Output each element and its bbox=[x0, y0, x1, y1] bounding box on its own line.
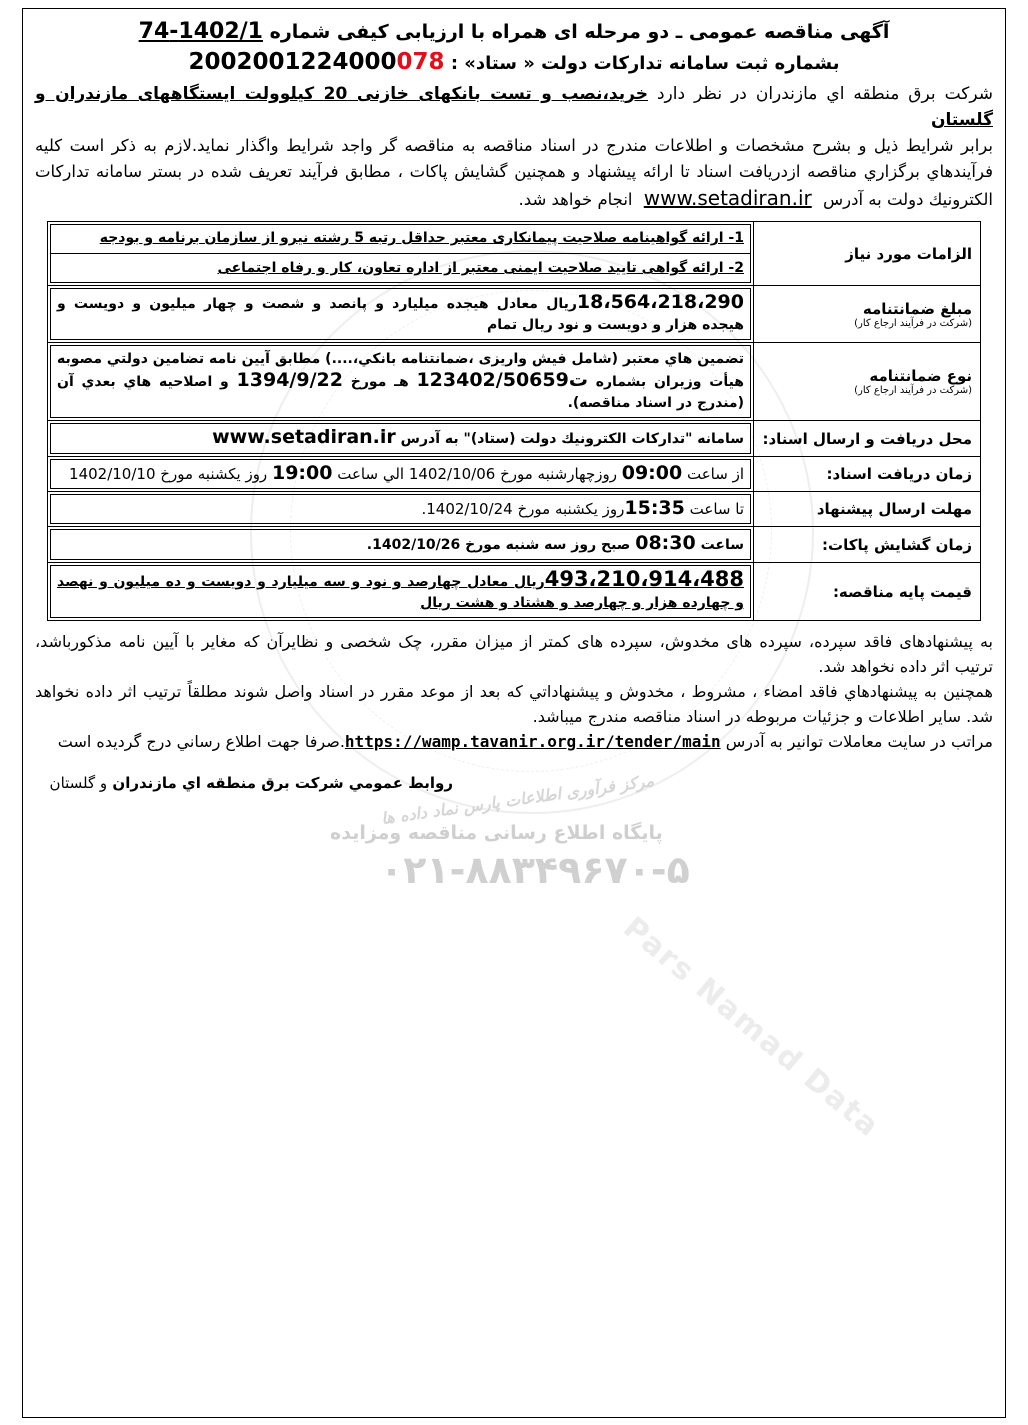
opening-box bbox=[50, 529, 751, 560]
documents-time-from: 09:00 bbox=[621, 462, 683, 484]
intro-text-before: شرکت برق منطقه اي مازندران در نظر دارد bbox=[656, 84, 994, 104]
watermark-side-text: Pars Namad Data bbox=[616, 910, 887, 1145]
decree-number: 123402/ت50659 bbox=[416, 369, 588, 391]
watermark-phone: ۰۲۱-۸۸۳۴۹۶۷۰-۵ bbox=[380, 848, 690, 892]
setadiran-link[interactable]: www.setadiran.ir bbox=[643, 186, 812, 210]
signature-bold: روابط عمومي شرکت برق منطقه اي مازندران bbox=[112, 774, 453, 792]
opening-text-a: ساعت bbox=[700, 537, 744, 553]
decree-date: 1394/9/22 bbox=[236, 369, 343, 391]
note-3-text-b: .صرفا جهت اطلاع رساني درج گردیده است bbox=[57, 732, 345, 751]
requirements-label: الزامات مورد نیاز bbox=[845, 244, 972, 263]
documents-place-text: سامانه "تدارکات الکترونیك دولت (ستاد)" به آدرس bbox=[400, 431, 744, 447]
guarantee-type-text-c: و اصلاحیه هاي بعدي آن (مندرج در اسناد مناقصه). bbox=[57, 374, 744, 411]
deadline-text-b: روز یکشنبه مورخ 1402/10/24. bbox=[421, 500, 625, 518]
row-guarantee-type bbox=[48, 343, 981, 421]
documents-time-text-b: روزچهارشنبه مورخ 1402/10/06 الي ساعت bbox=[337, 465, 617, 483]
intro-text-end: انجام خواهد شد. bbox=[518, 190, 633, 209]
requirement-item-2: 2- ارائه گواهی تایید صلاحیت ایمنی معتبر از اداره تعاون، کار و رفاه اجتماعی bbox=[217, 260, 744, 276]
row-requirements bbox=[48, 222, 981, 286]
documents-time-text-a: از ساعت bbox=[687, 465, 744, 483]
base-price-text: ریال معادل چهارصد و نود و سه میلیارد و دویست و ده میلیون و نهصد و چهارده هزار و چهارصد و هشتاد و هشت ریال bbox=[57, 574, 744, 611]
guarantee-type-label: نوع ضمانتنامه bbox=[869, 367, 972, 385]
row-documents-time bbox=[48, 457, 981, 492]
documents-time-text-c: روز یکشنبه مورخ 1402/10/10 bbox=[69, 465, 268, 483]
row-documents-place bbox=[48, 421, 981, 457]
opening-label: زمان گشایش پاکات: bbox=[822, 535, 972, 554]
tavanir-link[interactable]: https://wamp.tavanir.org.ir/tender/main bbox=[344, 732, 721, 751]
intro-text-after: برابر شرایط ذیل و بشرح مشخصات و اطلاعات مندرج در اسناد مناقصه به مناقصه گر واجد شرایط واگذار نماید.لازم به ذکر است کلیه فرآیندهاي برگزاري مناقصه ازدریافت اسناد تا ارائه پیشنهاد و همچنین گشایش پاکات ، مطابق فرآیند تعریف شده در بستر سامانه تدارکات الکترونیك دولت به آدرس bbox=[35, 136, 993, 209]
signature bbox=[35, 774, 993, 792]
documents-place-site[interactable]: www.setadiran.ir bbox=[212, 426, 396, 448]
intro-paragraph-2 bbox=[35, 133, 993, 213]
deadline-label: مهلت ارسال پیشنهاد bbox=[816, 500, 972, 518]
documents-time-value-cell bbox=[48, 457, 754, 492]
notice-frame bbox=[22, 8, 1006, 1418]
watermark-line-1: مرکز فرآوری اطلاعات پارس نماد داده ها bbox=[380, 770, 656, 829]
opening-label-cell bbox=[754, 527, 981, 563]
guarantee-amount-box bbox=[50, 288, 751, 340]
documents-place-box bbox=[50, 423, 751, 454]
guarantee-amount-text: ریال معادل هیجده میلیارد و پانصد و شصت و چهار میلیون و دویست و هیجده هزار و دویست و نود ریال تمام bbox=[57, 296, 744, 333]
notice-content bbox=[35, 17, 993, 792]
guarantee-amount-value-cell bbox=[48, 286, 754, 343]
requirements-value-cell bbox=[48, 222, 754, 286]
title-prefix: آگهی مناقصه عمومی ـ دو مرحله ای همراه با ارزیابی کیفی شماره bbox=[269, 21, 890, 43]
guarantee-amount-label: مبلغ ضمانتنامه bbox=[862, 299, 972, 318]
base-price-label: قیمت پایه مناقصه: bbox=[832, 582, 972, 601]
note-3-text-a: مراتب در سایت معاملات توانیر به آدرس bbox=[725, 732, 993, 751]
tender-info-table bbox=[47, 221, 981, 621]
guarantee-amount-number: 18،564،218،290 bbox=[576, 291, 744, 313]
row-deadline bbox=[48, 492, 981, 527]
notes-section bbox=[35, 629, 993, 754]
guarantee-type-sublabel: (شرکت در فرآیند ارجاع کار) bbox=[854, 385, 972, 396]
deadline-label-cell bbox=[754, 492, 981, 527]
registration-number-red: 078 bbox=[396, 49, 445, 75]
deadline-value-cell bbox=[48, 492, 754, 527]
guarantee-type-text-a: تضمین هاي معتبر (شامل فیش واریزی ،ضمانتنامه بانكي،....) مطابق آیین نامه تضامین دولتي مصوبه هیأت وزیران بشماره bbox=[57, 351, 744, 390]
intro-paragraph bbox=[35, 81, 993, 133]
requirements-label-cell bbox=[754, 222, 981, 286]
requirement-item-1: 1- ارائه گواهینامه صلاحیت پیمانکاری معتبر حداقل رتبه 5 رشته نیرو از سازمان برنامه و بودجه bbox=[99, 230, 744, 246]
requirements-box bbox=[50, 224, 751, 283]
deadline-time: 15:35 bbox=[624, 497, 685, 519]
documents-time-box bbox=[50, 459, 751, 489]
signature-rest: و گلستان bbox=[49, 774, 108, 792]
tender-number: 1402/1-74 bbox=[138, 19, 263, 44]
base-price-value-cell bbox=[48, 563, 754, 621]
guarantee-type-value-cell bbox=[48, 343, 754, 421]
base-price-number: 493،210،914،488 bbox=[544, 567, 744, 591]
note-3 bbox=[35, 729, 993, 754]
registration-number-black: 2002001224000 bbox=[188, 49, 397, 75]
guarantee-type-box bbox=[50, 345, 751, 418]
documents-place-label-cell bbox=[754, 421, 981, 457]
note-1: به پیشنهادهای فاقد سپرده، سپرده های مخدوش، سپرده های کمتر از میزان مقرر، چک شخصی و نظایرآن که مغایر با آیین نامه مذکورباشد، ترتیب اثر داده نخواهد شد. bbox=[35, 632, 993, 676]
documents-place-label: محل دریافت و ارسال اسناد: bbox=[762, 429, 972, 448]
guarantee-type-label-cell bbox=[754, 343, 981, 421]
note-2: همچنین به پیشنهادهاي فاقد امضاء ، مشروط ، مخدوش و پیشنهاداتي که بعد از موعد مقرر در اسناد واصل شوند مطلقاً ترتیب اثر داده نخواهد شد. سایر اطلاعات و جزئیات مربوطه در اسناد مناقصه مندرج میباشد. bbox=[35, 682, 993, 726]
base-price-box bbox=[50, 565, 751, 618]
registration-prefix: بشماره ثبت سامانه تدارکات دولت « ستاد» : bbox=[450, 53, 840, 74]
opening-value-cell bbox=[48, 527, 754, 563]
guarantee-amount-sublabel: (شرکت در فرآیند ارجاع کار) bbox=[854, 317, 972, 329]
documents-time-label-cell bbox=[754, 457, 981, 492]
row-base-price bbox=[48, 563, 981, 621]
documents-time-label: زمان دریافت اسناد: bbox=[826, 465, 972, 483]
registration-line bbox=[35, 47, 993, 79]
row-opening bbox=[48, 527, 981, 563]
guarantee-amount-label-cell bbox=[754, 286, 981, 343]
registration-number bbox=[188, 49, 444, 75]
opening-time: 08:30 bbox=[635, 532, 696, 554]
base-price-label-cell bbox=[754, 563, 981, 621]
watermark-line-2: پایگاه اطلاع رسانی مناقصه ومزایده bbox=[330, 822, 663, 844]
intro-subject: خرید،نصب و تست بانکهای خازنی 20 کیلوولت ایستگاههای مازندران و گلستان bbox=[35, 84, 993, 130]
notice-title bbox=[35, 17, 993, 47]
opening-text-b: صبح روز سه شنبه مورخ 1402/10/26. bbox=[366, 537, 631, 553]
deadline-text-a: تا ساعت bbox=[689, 500, 744, 518]
row-guarantee-amount bbox=[48, 286, 981, 343]
deadline-box bbox=[50, 494, 751, 524]
guarantee-type-text-b: هـ مورخ bbox=[350, 374, 409, 390]
documents-time-to: 19:00 bbox=[271, 462, 333, 484]
documents-place-value-cell bbox=[48, 421, 754, 457]
requirements-divider bbox=[51, 253, 750, 254]
